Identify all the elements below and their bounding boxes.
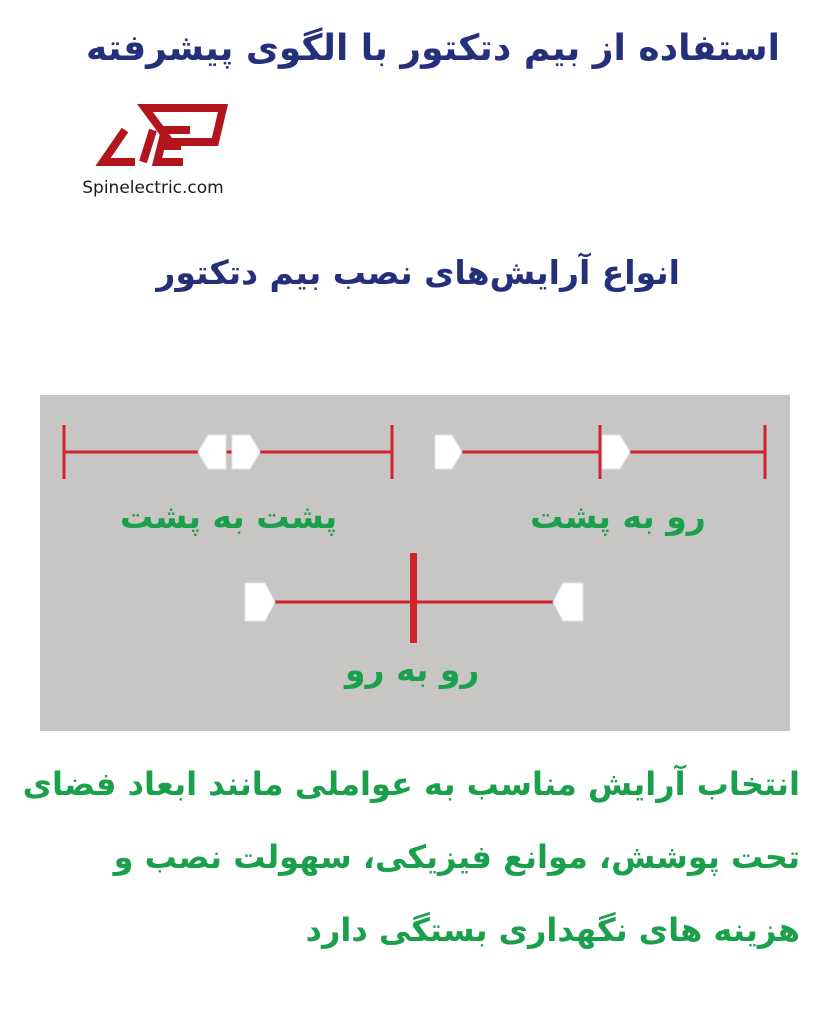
face-to-face-center-reflector: [410, 553, 417, 643]
beam-detector-arrangements-diagram: [40, 395, 790, 731]
description-line: تحت پوشش، موانع فیزیکی، سهولت نصب و: [113, 838, 800, 876]
back-to-back-arrangement: [64, 425, 392, 479]
face-to-back-arrangement: [435, 425, 765, 479]
logo-caption: Spinelectric.com: [82, 178, 224, 198]
face-to-face-arrangement: [245, 553, 583, 643]
spinelectric-logo: [95, 100, 230, 170]
label-back-to-back: پشت به پشت: [120, 497, 338, 536]
label-face-to-face: رو به رو: [345, 650, 480, 689]
label-face-to-back: رو به پشت: [530, 497, 706, 536]
back-to-back-detector-left: [198, 435, 226, 469]
face-to-face-detector-right: [553, 583, 583, 621]
face-to-back-detector-mid: [602, 435, 630, 469]
description-line: هزینه های نگهداری بستگی دارد: [305, 911, 800, 949]
page-title: استفاده از بیم دتکتور با الگوی پیشرفته: [86, 28, 780, 69]
face-to-face-detector-left: [245, 583, 275, 621]
description-line: انتخاب آرایش مناسب به عواملی مانند ابعاد فضای: [22, 765, 800, 803]
description-text: [22, 748, 800, 967]
back-to-back-detector-right: [232, 435, 260, 469]
section-subtitle: انواع آرایش‌های نصب بیم دتکتور: [156, 253, 680, 292]
face-to-back-detector-left: [435, 435, 462, 469]
